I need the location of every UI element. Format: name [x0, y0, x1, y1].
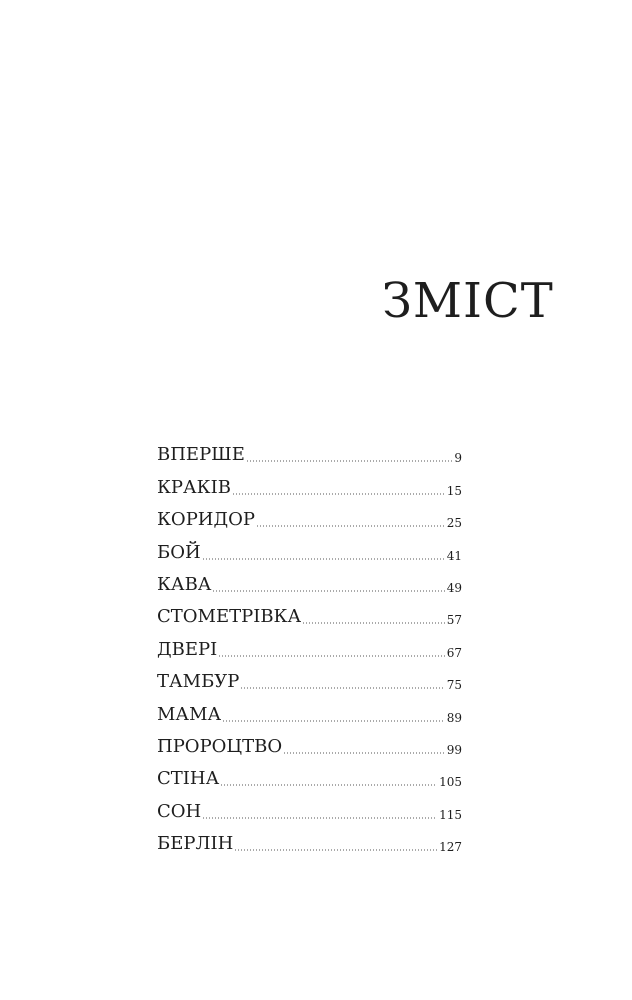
toc-entry: [157, 731, 462, 763]
page-number: 49: [446, 580, 462, 595]
toc-entry: [157, 795, 462, 827]
page-number: 9: [454, 451, 462, 466]
toc-entry: [157, 471, 462, 503]
page-number: 99: [446, 742, 462, 757]
chapter-title: СТІНА: [157, 768, 220, 790]
chapter-title: МАМА: [157, 703, 222, 725]
chapter-title: СОН: [157, 800, 202, 822]
dot-leader: [212, 590, 444, 592]
page-number: 67: [446, 645, 462, 660]
toc-entry: [157, 601, 462, 633]
dot-leader: [220, 784, 437, 786]
toc-entry: [157, 536, 462, 568]
page-title: ЗМІСТ: [382, 273, 554, 329]
dot-leader: [302, 622, 445, 624]
page-number: 105: [439, 775, 462, 790]
chapter-title: КРАКІВ: [157, 476, 231, 498]
page-number: 89: [446, 710, 462, 725]
page-number: 75: [446, 678, 462, 693]
dot-leader: [222, 720, 445, 722]
toc-entry: [157, 666, 462, 698]
dot-leader: [232, 493, 445, 495]
dot-leader: [240, 687, 444, 689]
toc-entry: [157, 698, 462, 730]
chapter-title: БОЙ: [157, 541, 201, 563]
page-number: 115: [439, 807, 462, 822]
chapter-title: ДВЕРІ: [157, 638, 218, 660]
page-number: 41: [446, 548, 462, 563]
toc-entry: [157, 569, 462, 601]
page-number: 57: [446, 613, 462, 628]
toc-entry: [157, 763, 462, 795]
page-number: 127: [439, 840, 462, 855]
toc-entry: [157, 504, 462, 536]
dot-leader: [256, 525, 445, 527]
page-number: 15: [446, 483, 462, 498]
chapter-title: КОРИДОР: [157, 509, 255, 531]
toc-entry: [157, 828, 462, 860]
chapter-title: ВПЕРШЕ: [157, 444, 245, 466]
dot-leader: [202, 817, 437, 819]
dot-leader: [218, 655, 444, 657]
chapter-title: СТОМЕТРІВКА: [157, 606, 302, 628]
chapter-title: КАВА: [157, 573, 212, 595]
toc-entry: [157, 633, 462, 665]
chapter-title: ПРОРОЦТВО: [157, 735, 283, 757]
chapter-title: БЕРЛІН: [157, 833, 234, 855]
dot-leader: [246, 460, 453, 462]
chapter-title: ТАМБУР: [157, 671, 240, 693]
dot-leader: [234, 849, 437, 851]
page-number: 25: [446, 516, 462, 531]
dot-leader: [202, 558, 445, 560]
dot-leader: [283, 752, 445, 754]
toc-entry: [157, 439, 462, 471]
table-of-contents: [157, 439, 462, 860]
